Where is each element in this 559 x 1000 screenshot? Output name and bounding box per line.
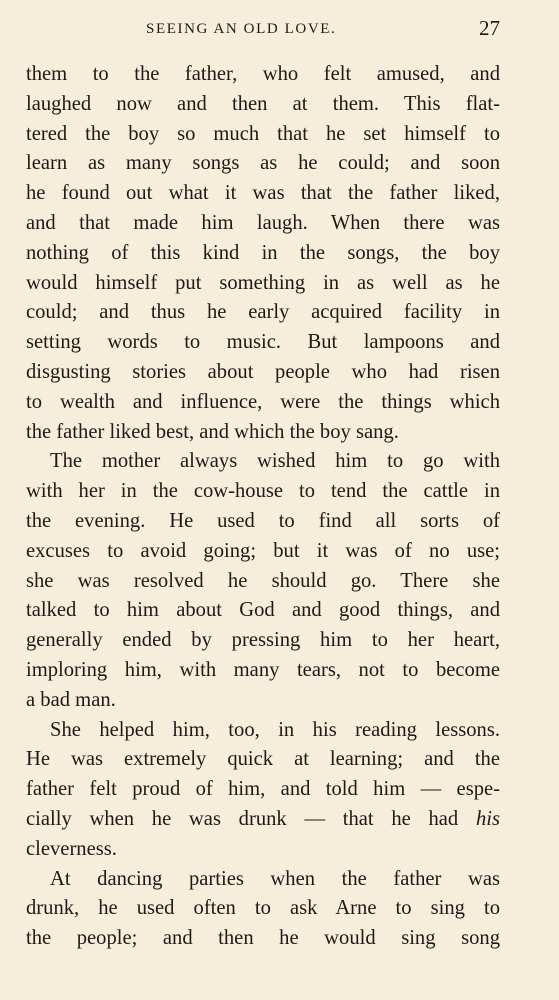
text-line: tered the boy so much that he set himself to — [26, 122, 500, 145]
body-text — [26, 60, 500, 954]
text-line: drunk, he used often to ask Arne to sing to — [26, 897, 500, 920]
text-line: she was resolved he should go. There she — [26, 569, 500, 592]
page-header — [26, 18, 500, 44]
text-line: them to the father, who felt amused, and — [26, 63, 500, 85]
text-line: he found out what it was that the father liked, — [26, 182, 500, 205]
text-line: a bad man. — [26, 688, 116, 711]
text-line: the father liked best, and which the boy sang. — [26, 420, 399, 443]
text-line-with-emphasis — [26, 805, 500, 835]
text-line: with her in the cow-house to tend the cattle in — [26, 480, 500, 503]
emphasis-word: his — [475, 807, 500, 830]
text-line: father felt proud of him, and told him — espe- — [26, 778, 500, 801]
text-line: and that made him laugh. When there was — [26, 211, 500, 234]
text-line: would himself put something in as well as he — [26, 271, 500, 294]
text-line: He was extremely quick at learning; and the — [26, 748, 500, 771]
text-line: imploring him, with many tears, not to become — [26, 658, 500, 681]
text-line: could; and thus he early acquired facility in — [26, 301, 500, 324]
text-line: At dancing parties when the father was — [50, 867, 500, 890]
text-segment: cially when he was drunk — that he had — [26, 807, 476, 830]
text-line: disgusting stories about people who had risen — [26, 360, 500, 383]
text-line: the people; and then he would sing song — [26, 927, 500, 950]
text-line: talked to him about God and good things, and — [26, 599, 500, 622]
page-number: 27 — [479, 16, 500, 40]
running-title: SEEING AN OLD LOVE. — [146, 21, 337, 37]
text-line: excuses to avoid going; but it was of no use; — [26, 539, 500, 562]
text-line: setting words to music. But lampoons and — [26, 331, 500, 354]
text-line: the evening. He used to find all sorts of — [26, 509, 500, 532]
text-line: nothing of this kind in the songs, the boy — [26, 241, 500, 264]
text-line: She helped him, too, in his reading lessons. — [50, 718, 500, 741]
text-line: learn as many songs as he could; and soon — [26, 152, 500, 175]
text-line: to wealth and influence, were the things which — [26, 390, 500, 413]
book-page — [26, 18, 500, 982]
text-line: cleverness. — [26, 837, 117, 860]
text-line: The mother always wished him to go with — [50, 450, 500, 473]
text-line: generally ended by pressing him to her heart, — [26, 629, 500, 652]
text-line: laughed now and then at them. This flat- — [26, 92, 500, 115]
